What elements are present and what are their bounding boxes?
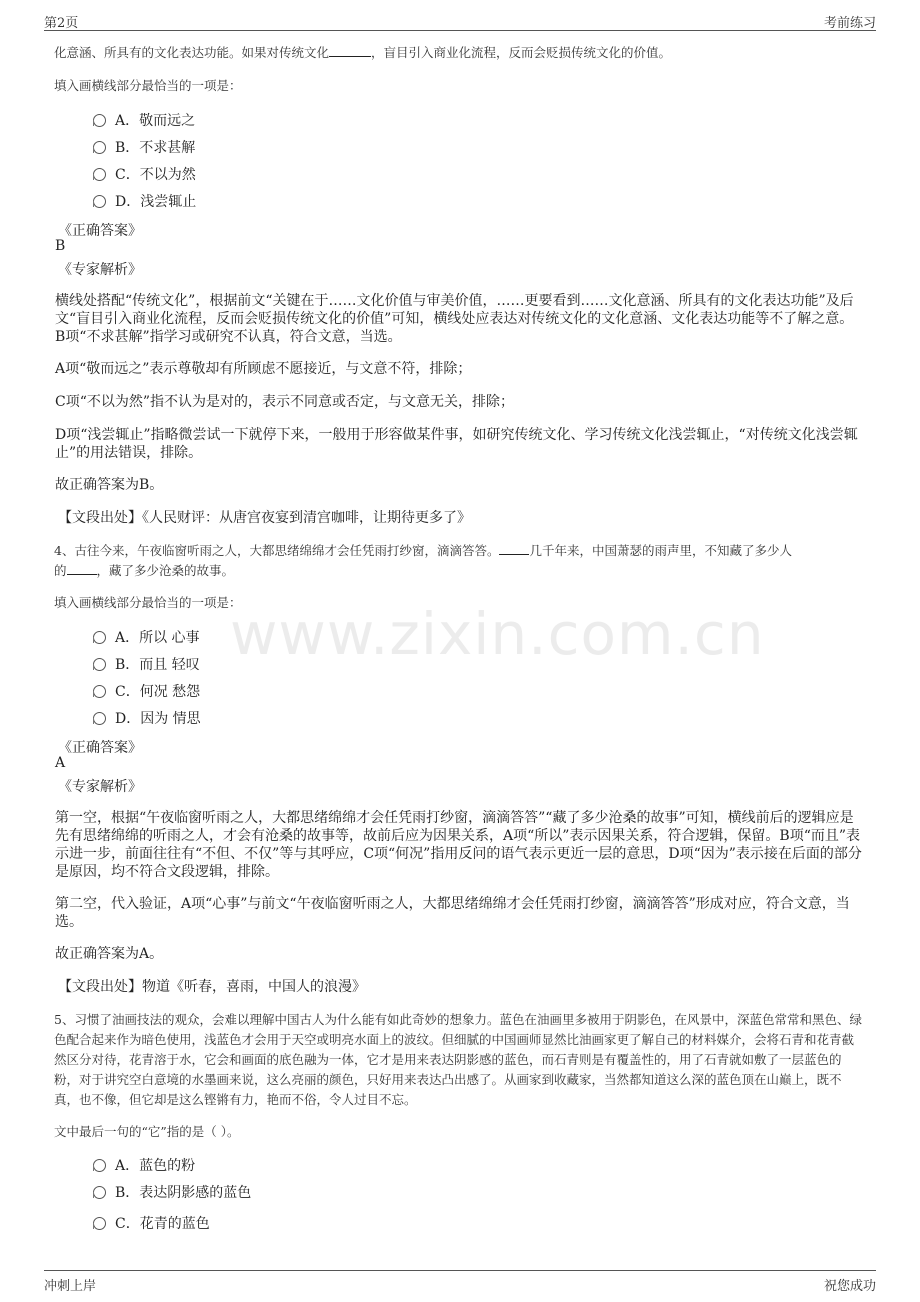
q5-option-b[interactable] xyxy=(93,1182,251,1202)
q5-stem: 5、习惯了油画技法的观众，会难以理解中国古人为什么能有如此奇妙的想象力。蓝色在油画里多被用于阴影色，在风景中，深蓝色常常和黑色、绿色配合起来作为暗色使用，浅蓝色才会用于天空或明亮水面上的波纹。但细腻的中国画师显然比油画家更了解自己的材料媒介，会将石青和花青截然区分对待，花青溶于水，它会和画面的底色融为一体，它才是用来表达阴影感的蓝色，而石青则是有覆盖性的，用了石青就如敷了一层蓝色的粉，对于讲究空白意境的水墨画来说，这么亮丽的颜色，只好用来表达凸出感了。从画家到收藏家，当然都知道这么深的蓝色顶在山巅上，既不真，也不像，但它却是这么铿锵有力，艳而不俗，令人过目不忘。 xyxy=(54,1012,862,1107)
radio-icon[interactable] xyxy=(93,141,106,154)
q4-blank-1 xyxy=(499,554,529,555)
q4-option-c[interactable] xyxy=(93,681,200,701)
footer-right: 祝您成功 xyxy=(823,1279,876,1294)
q3-analysis-para: 横线处搭配“传统文化”，根据前文“关键在于……文化价值与审美价值，……更要看到……文化意涵、所具有的文化表达功能”及后文“盲目引入商业化流程，反而会贬损传统文化的价值”可知，横线处应表达对传统文化的文化意涵、文化表达功能等不了解之意。B项“不求甚解”指学习或研究不认真，符合文意，当选。 xyxy=(55,293,854,345)
radio-icon[interactable] xyxy=(93,1159,106,1172)
q4-analysis-label: 《专家解析》 xyxy=(58,779,142,795)
q5-option-c-label: C．花青的蓝色 xyxy=(115,1216,210,1232)
q4-option-a-label: A．所以 心事 xyxy=(115,630,200,646)
footer-left: 冲刺上岸 xyxy=(44,1279,97,1294)
q3-answer: B xyxy=(55,238,66,254)
q3-prompt: 填入画横线部分最恰当的一项是： xyxy=(54,78,242,93)
q3-analysis-conclusion: 故正确答案为B。 xyxy=(55,477,164,493)
q3-stem-part2: ，盲目引入商业化流程，反而会贬损传统文化的价值。 xyxy=(371,45,672,60)
q4-answer: A xyxy=(55,755,66,771)
q4-prompt: 填入画横线部分最恰当的一项是： xyxy=(54,595,242,610)
watermark: www.zixin.com.cn xyxy=(230,600,765,668)
q3-option-a[interactable] xyxy=(93,110,195,130)
q3-option-b[interactable] xyxy=(93,137,195,157)
q3-blank xyxy=(329,56,371,57)
q3-answer-label: 《正确答案》 xyxy=(58,223,142,239)
q4-stem xyxy=(54,541,866,581)
radio-icon[interactable] xyxy=(93,1186,106,1199)
q5-option-a[interactable] xyxy=(93,1155,195,1175)
q3-option-d-label: D．浅尝辄止 xyxy=(115,194,197,210)
radio-icon[interactable] xyxy=(93,658,106,671)
q3-option-b-label: B．不求甚解 xyxy=(115,140,196,156)
q4-option-d-label: D．因为 情思 xyxy=(115,711,201,727)
q3-option-a-label: A．敬而远之 xyxy=(115,113,196,129)
q3-option-d[interactable] xyxy=(93,191,196,211)
q4-analysis-para: 第二空，代入验证，A项“心事”与前文“午夜临窗听雨之人，大都思绪绵绵才会任凭雨打纱窗，滴滴答答”形成对应，符合文意，当选。 xyxy=(55,896,850,930)
radio-icon[interactable] xyxy=(93,168,106,181)
q4-option-a[interactable] xyxy=(93,627,200,647)
q4-stem-part2: 几千年来，中国萧瑟的雨声里，不知藏了多少人 xyxy=(529,543,792,558)
q3-analysis-label: 《专家解析》 xyxy=(58,262,142,278)
header-title: 考前练习 xyxy=(823,16,876,31)
q4-stem-part1: 4、古往今来，午夜临窗听雨之人，大都思绪绵绵才会任凭雨打纱窗，滴滴答答。 xyxy=(54,543,500,558)
radio-icon[interactable] xyxy=(93,114,106,127)
q5-prompt: 文中最后一句的“它”指的是（ ）。 xyxy=(54,1124,240,1139)
q4-option-c-label: C．何况 愁怨 xyxy=(115,684,201,700)
page-header xyxy=(44,10,876,31)
q4-answer-label: 《正确答案》 xyxy=(58,740,142,756)
q3-analysis-para: C项“不以为然”指不认为是对的，表示不同意或否定，与文意无关，排除； xyxy=(55,394,515,410)
q3-analysis-para: D项“浅尝辄止”指略微尝试一下就停下来，一般用于形容做某件事，如研究传统文化、学习传统文化浅尝辄止，“对传统文化浅尝辄止”的用法错误，排除。 xyxy=(55,427,858,461)
q3-stem-part1: 化意涵、所具有的文化表达功能。如果对传统文化 xyxy=(54,45,330,60)
q5-option-b-label: B．表达阴影感的蓝色 xyxy=(115,1185,252,1201)
q4-option-b-label: B．而且 轻叹 xyxy=(115,657,200,673)
q4-analysis-para: 第一空，根据“午夜临窗听雨之人，大都思绪绵绵才会任凭雨打纱窗，滴滴答答”“藏了多少沧桑的故事”可知，横线前后的逻辑应是先有思绪绵绵的听雨之人，才会有沧桑的故事等，故前后应为因果关系，A项“所以”表示因果关系，符合逻辑，保留。B项“而且”表示进一步，前面往往有“不但、不仅”等与其呼应，C项“何况”指用反问的语气表示更近一层的意思，D项“因为”表示接在后面的部分是原因，均不符合文段逻辑，排除。 xyxy=(55,810,862,880)
q4-stem-part3: 的 xyxy=(54,563,67,578)
radio-icon[interactable] xyxy=(93,1217,106,1230)
radio-icon[interactable] xyxy=(93,195,106,208)
q4-source: 【文段出处】物道《听春，喜雨，中国人的浪漫》 xyxy=(58,979,366,995)
radio-icon[interactable] xyxy=(93,685,106,698)
radio-icon[interactable] xyxy=(93,712,106,725)
q5-option-a-label: A．蓝色的粉 xyxy=(115,1158,196,1174)
q3-stem xyxy=(54,43,866,63)
q3-analysis-para: A项“敬而远之”表示尊敬却有所顾虑不愿接近，与文意不符，排除； xyxy=(55,361,472,377)
radio-icon[interactable] xyxy=(93,631,106,644)
page-number: 第2页 xyxy=(44,16,79,31)
q3-source: 【文段出处】《人民财评：从唐宫夜宴到清宫咖啡，让期待更多了》 xyxy=(58,510,471,526)
q4-analysis-conclusion: 故正确答案为A。 xyxy=(55,946,164,962)
page-footer xyxy=(44,1270,876,1295)
q4-option-b[interactable] xyxy=(93,654,200,674)
q4-stem-part4: ，藏了多少沧桑的故事。 xyxy=(96,563,235,578)
q5-option-c[interactable] xyxy=(93,1213,210,1233)
q3-option-c[interactable] xyxy=(93,164,196,184)
q3-option-c-label: C．不以为然 xyxy=(115,167,196,183)
q4-option-d[interactable] xyxy=(93,708,201,728)
q4-blank-2 xyxy=(67,574,97,575)
